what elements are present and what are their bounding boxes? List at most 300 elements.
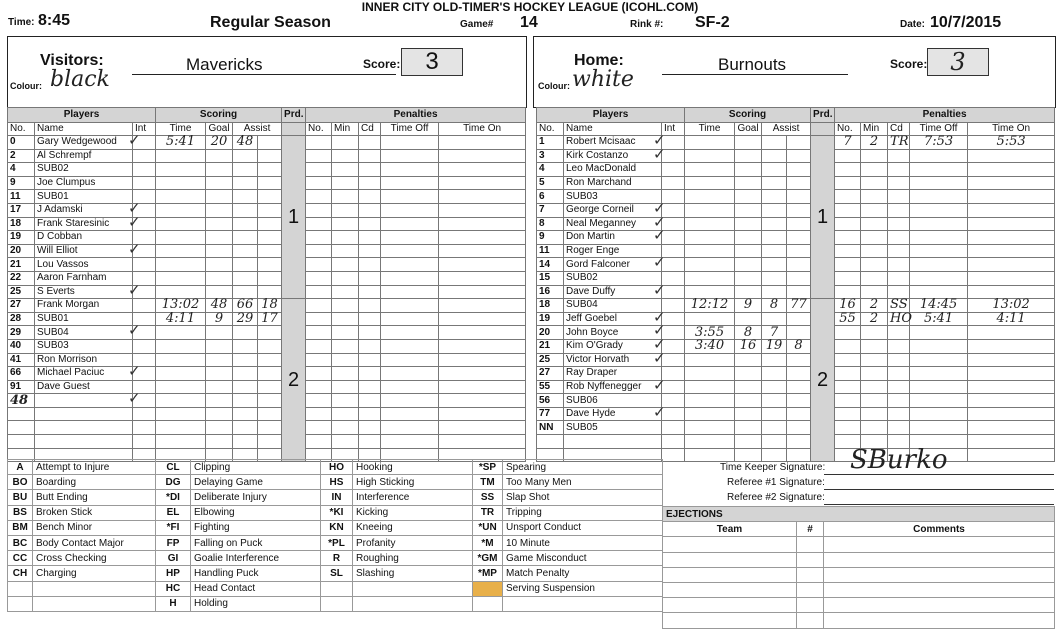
home-col-pen-no: No. <box>835 123 861 136</box>
home-penalty-cell: 2 <box>861 299 888 313</box>
home-penalty-cell <box>910 203 968 217</box>
visitors-col-pen-no: No. <box>306 123 332 136</box>
home-scoring-cell <box>685 435 735 449</box>
visitors-penalty-cell <box>359 380 381 394</box>
home-scoring-cell <box>762 367 787 381</box>
home-penalty-cell: 5:53 <box>968 136 1055 150</box>
legend-row <box>8 475 663 490</box>
home-penalty-cell <box>861 339 888 353</box>
legend-description: Handling Puck <box>191 566 321 581</box>
home-team-box <box>533 36 1056 108</box>
home-penalty-cell: 13:02 <box>968 299 1055 313</box>
visitors-scoring-cell <box>233 231 258 245</box>
legend-row <box>8 581 663 596</box>
home-penalty-cell <box>888 217 910 231</box>
ejection-cell <box>663 552 797 567</box>
legend-row <box>8 535 663 550</box>
home-player-int <box>662 448 685 462</box>
visitors-penalty-cell <box>439 353 526 367</box>
ejection-cell <box>824 582 1055 597</box>
home-player-row <box>537 394 1055 408</box>
visitors-penalty-cell <box>306 271 332 285</box>
home-scoring-cell <box>685 217 735 231</box>
home-player-row <box>537 407 1055 421</box>
ejection-row <box>663 552 1055 567</box>
visitors-player-name: Aaron Farnham <box>35 271 133 285</box>
visitors-penalty-cell <box>359 136 381 150</box>
home-scoring-cell <box>787 435 811 449</box>
home-player-name: SUB05 <box>564 421 662 435</box>
visitors-scoring-cell <box>206 258 233 272</box>
serving-suspension-swatch <box>473 581 503 596</box>
home-score-value: 3 <box>927 48 989 76</box>
checkmark-icon: ✓ <box>128 199 141 217</box>
visitors-penalty-cell <box>359 258 381 272</box>
visitors-penalty-cell <box>306 163 332 177</box>
visitors-penalty-cell <box>332 421 359 435</box>
visitors-scoring-cell <box>258 435 282 449</box>
visitors-score-value: 3 <box>401 48 463 76</box>
visitors-col-name: Name <box>35 123 133 136</box>
visitors-penalty-cell <box>332 285 359 299</box>
visitors-penalty-cell <box>359 231 381 245</box>
visitors-col-cd: Cd <box>359 123 381 136</box>
visitors-scoring-cell <box>233 407 258 421</box>
home-player-row <box>537 149 1055 163</box>
home-scoring-cell <box>787 203 811 217</box>
legend-code: CH <box>8 566 33 581</box>
game-label: Game# <box>460 19 494 30</box>
visitors-scoring-cell <box>156 149 206 163</box>
visitors-scoring-cell <box>233 217 258 231</box>
visitors-penalty-cell <box>381 407 439 421</box>
home-scoring-cell <box>762 394 787 408</box>
visitors-scoring-cell <box>233 163 258 177</box>
home-period-2-cell: 2 <box>811 299 835 462</box>
ejections-team-header: Team <box>663 522 797 537</box>
home-player-number: 27 <box>537 367 564 381</box>
visitors-penalty-cell <box>306 353 332 367</box>
visitors-scoring-cell <box>233 271 258 285</box>
visitors-scoring-cell <box>156 176 206 190</box>
visitors-penalty-cell <box>381 217 439 231</box>
home-penalty-cell <box>888 353 910 367</box>
home-scoring-cell <box>735 203 762 217</box>
visitors-col-time-off: Time Off <box>381 123 439 136</box>
home-scoring-cell <box>685 244 735 258</box>
home-penalty-cell: 7:53 <box>910 136 968 150</box>
visitors-penalty-cell <box>306 244 332 258</box>
home-scoring-cell <box>762 271 787 285</box>
ejection-row <box>663 567 1055 582</box>
visitors-player-number: 27 <box>8 299 35 313</box>
visitors-scoring-cell <box>156 326 206 340</box>
checkmark-icon: ✓ <box>653 321 666 339</box>
legend-code: *SP <box>473 460 503 475</box>
visitors-player-name: Frank Staresinic <box>35 217 133 231</box>
visitors-scoring-cell <box>233 258 258 272</box>
home-penalty-cell <box>861 258 888 272</box>
home-scoring-cell <box>762 421 787 435</box>
visitors-player-name: J Adamski <box>35 203 133 217</box>
home-scoring-cell <box>685 203 735 217</box>
home-penalty-cell <box>968 271 1055 285</box>
home-player-number: 5 <box>537 176 564 190</box>
checkmark-icon: ✓ <box>653 376 666 394</box>
legend-code: H <box>156 596 191 611</box>
home-penalty-cell <box>968 448 1055 462</box>
home-scoring-cell <box>762 163 787 177</box>
home-penalty-cell <box>835 258 861 272</box>
home-scoring-cell <box>787 312 811 326</box>
home-scoring-cell <box>787 231 811 245</box>
visitors-player-row <box>8 353 526 367</box>
home-player-row <box>537 176 1055 190</box>
home-scoring-cell: 8 <box>762 299 787 313</box>
home-penalty-cell <box>861 380 888 394</box>
visitors-penalty-cell <box>439 435 526 449</box>
visitors-player-number: 29 <box>8 326 35 340</box>
home-scoring-cell <box>735 149 762 163</box>
home-player-name: Dave Duffy <box>564 285 662 299</box>
visitors-penalty-cell <box>439 231 526 245</box>
visitors-player-row <box>8 163 526 177</box>
checkmark-icon: ✓ <box>653 335 666 353</box>
visitors-players-header: Players <box>8 108 156 123</box>
home-player-int <box>662 163 685 177</box>
visitors-penalty-cell <box>439 190 526 204</box>
visitors-scoring-cell <box>156 217 206 231</box>
visitors-scoring-cell <box>156 339 206 353</box>
visitors-player-number: 22 <box>8 271 35 285</box>
home-player-name: SUB03 <box>564 190 662 204</box>
visitors-scoring-cell <box>258 326 282 340</box>
timekeeper-signature-label: Time Keeper Signature: <box>720 462 826 473</box>
visitors-penalty-cell <box>359 326 381 340</box>
legend-code: BM <box>8 520 33 535</box>
visitors-score-label: Score: <box>363 57 401 71</box>
visitors-col-time: Time <box>156 123 206 136</box>
home-scoring-cell <box>787 380 811 394</box>
visitors-penalty-cell <box>439 217 526 231</box>
home-scoring-cell <box>735 217 762 231</box>
visitors-scoring-cell <box>258 136 282 150</box>
home-penalty-cell <box>835 394 861 408</box>
visitors-scoring-cell: 48 <box>233 136 258 150</box>
visitors-penalty-cell <box>306 339 332 353</box>
visitors-scoring-cell <box>258 380 282 394</box>
visitors-penalty-cell <box>332 176 359 190</box>
home-scoring-cell <box>762 217 787 231</box>
league-title: INNER CITY OLD-TIMER'S HOCKEY LEAGUE (ICOHL.COM) <box>361 0 699 14</box>
visitors-player-row <box>8 312 526 326</box>
legend-row <box>8 596 663 611</box>
legend-description: Holding <box>191 596 321 611</box>
checkmark-icon: ✓ <box>653 131 666 149</box>
visitors-scoring-cell <box>156 271 206 285</box>
legend-code: HO <box>321 460 353 475</box>
visitors-player-row <box>8 190 526 204</box>
visitors-penalty-cell <box>332 149 359 163</box>
legend-code: *M <box>473 535 503 550</box>
visitors-penalty-cell <box>381 353 439 367</box>
home-player-name: Ray Draper <box>564 367 662 381</box>
visitors-col-prd <box>282 123 306 136</box>
checkmark-icon: ✓ <box>128 131 141 149</box>
visitors-player-number: 9 <box>8 176 35 190</box>
legend-code: BU <box>8 490 33 505</box>
checkmark-icon: ✓ <box>128 321 141 339</box>
visitors-scoring-cell <box>258 163 282 177</box>
visitors-scoring-cell <box>233 244 258 258</box>
visitors-scoring-cell <box>206 203 233 217</box>
visitors-scoring-cell <box>233 367 258 381</box>
home-player-number: 3 <box>537 149 564 163</box>
home-player-number: 14 <box>537 258 564 272</box>
home-grid <box>536 107 1055 462</box>
visitors-player-number: 11 <box>8 190 35 204</box>
visitors-player-number: 0 <box>8 136 35 150</box>
visitors-player-number: 48 <box>8 394 35 408</box>
home-penalty-cell <box>861 326 888 340</box>
visitors-player-number: 18 <box>8 217 35 231</box>
visitors-scoring-cell <box>206 421 233 435</box>
legend-code: BS <box>8 505 33 520</box>
visitors-penalty-cell <box>381 190 439 204</box>
visitors-penalty-cell <box>439 163 526 177</box>
visitors-penalty-cell <box>381 176 439 190</box>
visitors-player-int <box>133 258 156 272</box>
visitors-penalties-header: Penalties <box>306 108 526 123</box>
home-player-number: 18 <box>537 299 564 313</box>
visitors-penalty-cell <box>439 421 526 435</box>
home-col-time-off: Time Off <box>910 123 968 136</box>
visitors-scoring-cell: 13:02 <box>156 299 206 313</box>
legend-description: Body Contact Major <box>33 535 156 550</box>
legend-description: Slashing <box>353 566 473 581</box>
visitors-penalty-cell <box>381 136 439 150</box>
legend-description: Delaying Game <box>191 475 321 490</box>
home-penalty-cell <box>910 163 968 177</box>
legend-description: Fighting <box>191 520 321 535</box>
legend-code <box>8 596 33 611</box>
home-penalty-cell <box>968 353 1055 367</box>
home-scoring-header: Scoring <box>685 108 811 123</box>
checkmark-icon: ✓ <box>653 145 666 163</box>
visitors-penalty-cell <box>359 421 381 435</box>
visitors-penalty-cell <box>359 285 381 299</box>
visitors-scoring-cell: 29 <box>233 312 258 326</box>
home-player-name: Don Martin <box>564 231 662 245</box>
visitors-scoring-cell <box>258 421 282 435</box>
home-scoring-cell: 8 <box>787 339 811 353</box>
visitors-player-row <box>8 244 526 258</box>
visitors-player-name: Will Elliot <box>35 244 133 258</box>
home-scoring-cell: 3:40 <box>685 339 735 353</box>
home-penalty-cell <box>861 217 888 231</box>
home-player-name: Victor Horvath <box>564 353 662 367</box>
visitors-player-number: 2 <box>8 149 35 163</box>
visitors-scoring-cell <box>258 407 282 421</box>
legend-code: A <box>8 460 33 475</box>
home-penalty-cell <box>910 244 968 258</box>
home-player-number: 20 <box>537 326 564 340</box>
visitors-player-number <box>8 435 35 449</box>
visitors-penalty-cell <box>381 163 439 177</box>
visitors-player-int <box>133 163 156 177</box>
visitors-player-name: Gary Wedgewood <box>35 136 133 150</box>
visitors-player-row <box>8 407 526 421</box>
visitors-penalty-cell <box>332 271 359 285</box>
home-player-number: 1 <box>537 136 564 150</box>
legend-description: Butt Ending <box>33 490 156 505</box>
visitors-penalty-cell <box>332 244 359 258</box>
time-label: Time: <box>8 17 35 28</box>
legend-code: SL <box>321 566 353 581</box>
visitors-player-int <box>133 149 156 163</box>
visitors-player-name <box>35 421 133 435</box>
legend-code: *FI <box>156 520 191 535</box>
visitors-scoring-cell <box>206 217 233 231</box>
visitors-scoring-cell <box>233 394 258 408</box>
home-player-name: SUB04 <box>564 299 662 313</box>
visitors-penalty-cell <box>359 435 381 449</box>
home-scoring-cell: 77 <box>787 299 811 313</box>
ejection-row <box>663 598 1055 613</box>
visitors-penalty-cell <box>332 163 359 177</box>
visitors-penalty-cell <box>306 326 332 340</box>
home-penalty-cell <box>835 421 861 435</box>
visitors-scoring-cell <box>156 380 206 394</box>
home-penalty-cell: 55 <box>835 312 861 326</box>
visitors-penalty-cell <box>381 149 439 163</box>
visitors-penalty-cell <box>332 353 359 367</box>
legend-description: Too Many Men <box>503 475 663 490</box>
checkmark-icon: ✓ <box>653 253 666 271</box>
home-scoring-cell <box>762 258 787 272</box>
legend-code: EL <box>156 505 191 520</box>
home-player-row <box>537 136 1055 150</box>
visitors-scoring-cell <box>258 339 282 353</box>
visitors-scoring-cell <box>233 149 258 163</box>
home-penalty-cell <box>835 149 861 163</box>
visitors-penalty-cell <box>359 339 381 353</box>
visitors-scoring-cell <box>233 380 258 394</box>
visitors-player-row <box>8 203 526 217</box>
visitors-player-name: Ron Morrison <box>35 353 133 367</box>
checkmark-icon: ✓ <box>653 226 666 244</box>
visitors-scoring-cell <box>156 407 206 421</box>
visitors-scoring-cell: 17 <box>258 312 282 326</box>
visitors-player-row <box>8 149 526 163</box>
home-player-number <box>537 435 564 449</box>
visitors-scoring-cell <box>233 435 258 449</box>
visitors-player-name <box>35 394 133 408</box>
visitors-player-int <box>133 435 156 449</box>
visitors-player-number: 17 <box>8 203 35 217</box>
visitors-scoring-cell <box>206 271 233 285</box>
home-player-name: Rob Nyffenegger <box>564 380 662 394</box>
home-scoring-cell <box>685 190 735 204</box>
home-player-row <box>537 435 1055 449</box>
home-scoring-cell <box>685 353 735 367</box>
ejection-cell <box>824 567 1055 582</box>
home-label: Home: <box>574 52 624 69</box>
home-penalty-cell <box>888 163 910 177</box>
ejection-cell <box>797 552 824 567</box>
visitors-penalty-cell <box>306 285 332 299</box>
checkmark-icon: ✓ <box>128 362 141 380</box>
home-col-assist: Assist <box>762 123 811 136</box>
home-player-number: 9 <box>537 231 564 245</box>
legend-code: SS <box>473 490 503 505</box>
legend-description <box>353 596 473 611</box>
home-penalty-cell <box>910 190 968 204</box>
legend-code: BO <box>8 475 33 490</box>
visitors-scoring-cell: 48 <box>206 299 233 313</box>
date-value: 10/7/2015 <box>930 14 1002 31</box>
home-scoring-cell <box>787 353 811 367</box>
visitors-scoring-cell <box>258 203 282 217</box>
penalty-legend <box>7 459 663 612</box>
ejection-row <box>663 613 1055 628</box>
visitors-player-number: 25 <box>8 285 35 299</box>
home-scoring-cell <box>735 258 762 272</box>
visitors-player-name: SUB03 <box>35 339 133 353</box>
home-penalty-cell <box>968 149 1055 163</box>
visitors-scoring-cell <box>258 271 282 285</box>
legend-row <box>8 551 663 566</box>
home-penalty-cell <box>910 421 968 435</box>
visitors-scoring-cell <box>206 149 233 163</box>
home-penalty-cell <box>835 244 861 258</box>
visitors-player-name: Lou Vassos <box>35 258 133 272</box>
ejection-cell <box>824 613 1055 628</box>
home-penalty-cell <box>835 367 861 381</box>
visitors-scoring-cell <box>206 353 233 367</box>
checkmark-icon: ✓ <box>128 213 141 231</box>
home-penalty-cell <box>910 380 968 394</box>
visitors-scoring-cell <box>206 367 233 381</box>
legend-code: FP <box>156 535 191 550</box>
home-penalty-cell <box>910 231 968 245</box>
legend-description: Charging <box>33 566 156 581</box>
visitors-scoring-cell <box>206 394 233 408</box>
home-scoring-cell <box>762 231 787 245</box>
home-player-name: Gord Falconer <box>564 258 662 272</box>
visitors-penalty-cell <box>306 149 332 163</box>
home-scoring-cell <box>787 421 811 435</box>
home-penalty-cell <box>861 163 888 177</box>
home-player-row <box>537 421 1055 435</box>
visitors-scoring-cell <box>206 326 233 340</box>
home-player-name: Kim O'Grady <box>564 339 662 353</box>
home-penalty-cell: 2 <box>861 136 888 150</box>
visitors-player-row <box>8 421 526 435</box>
home-penalty-cell <box>910 217 968 231</box>
visitors-penalty-cell <box>439 339 526 353</box>
legend-description: Serving Suspension <box>503 581 663 596</box>
home-scoring-cell <box>735 190 762 204</box>
home-col-prd <box>811 123 835 136</box>
visitors-scoring-cell <box>258 149 282 163</box>
home-scoring-cell <box>735 176 762 190</box>
home-scoring-cell <box>685 271 735 285</box>
home-penalty-cell <box>910 258 968 272</box>
home-player-name: Dave Hyde <box>564 407 662 421</box>
legend-row <box>8 460 663 475</box>
home-scoring-cell <box>735 448 762 462</box>
